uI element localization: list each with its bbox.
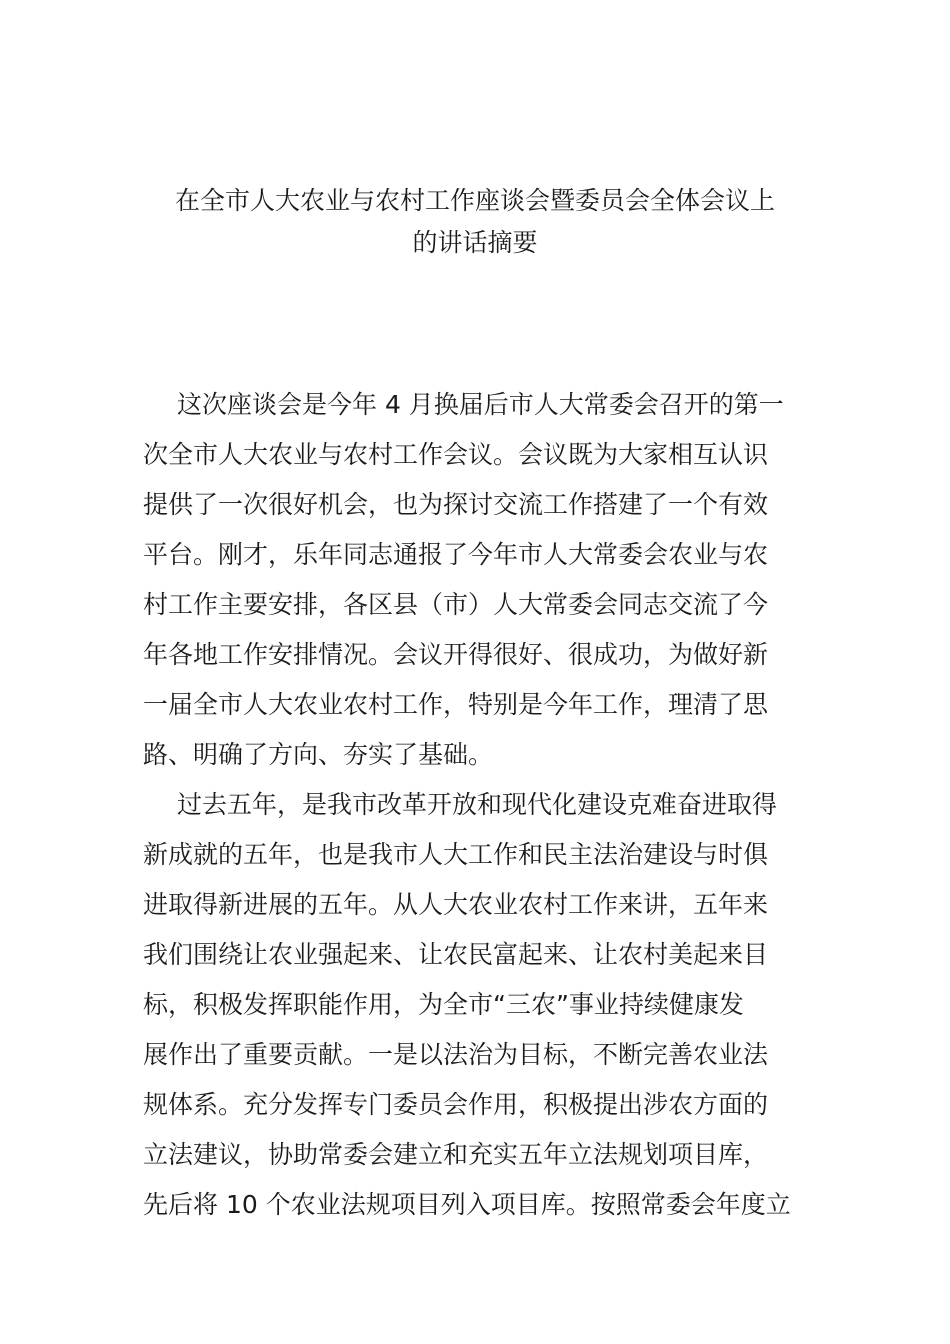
paragraph-1: [143, 380, 803, 780]
text-line: 标，积极发挥职能作用，为全市“三农”事业持续健康发: [143, 990, 744, 1019]
text-line: 我们围绕让农业强起来、让农民富起来、让农村美起来目: [143, 940, 769, 969]
text-line: 村工作主要安排，各区县（市）人大常委会同志交流了今: [143, 590, 769, 619]
text-line: 年各地工作安排情况。会议开得很好、很成功，为做好新: [143, 640, 769, 669]
text-line: 进取得新进展的五年。从人大农业农村工作来讲，五年来: [143, 890, 769, 919]
text-line: 新成就的五年，也是我市人大工作和民主法治建设与时俱: [143, 840, 769, 869]
text-line: 立法建议，协助常委会建立和充实五年立法规划项目库，: [143, 1140, 769, 1169]
text-line: 一届全市人大农业农村工作，特别是今年工作，理清了思: [143, 690, 769, 719]
paragraph-2: [143, 780, 803, 1230]
text-line: 规体系。充分发挥专门委员会作用，积极提出涉农方面的: [143, 1090, 769, 1119]
text-line: 提供了一次很好机会，也为探讨交流工作搭建了一个有效: [143, 490, 769, 519]
title-line: 在全市人大农业与农村工作座谈会暨委员会全体会议上: [174, 186, 775, 215]
text-line: 过去五年，是我市改革开放和现代化建设克难奋进取得: [177, 790, 778, 819]
text-line: 平台。刚才，乐年同志通报了今年市人大常委会农业与农: [143, 540, 769, 569]
document-title: [140, 180, 810, 264]
text-line: 次全市人大农业与农村工作会议。会议既为大家相互认识: [143, 440, 769, 469]
text-line: 先后将 10 个农业法规项目列入项目库。按照常委会年度立: [143, 1190, 791, 1219]
text-line: 展作出了重要贡献。一是以法治为目标，不断完善农业法: [143, 1040, 769, 1069]
text-line: 这次座谈会是今年 4 月换届后市人大常委会召开的第一: [177, 390, 784, 419]
document-body: [143, 380, 803, 1230]
text-line: 路、明确了方向、夯实了基础。: [143, 740, 494, 769]
title-line: 的讲话摘要: [412, 228, 538, 257]
